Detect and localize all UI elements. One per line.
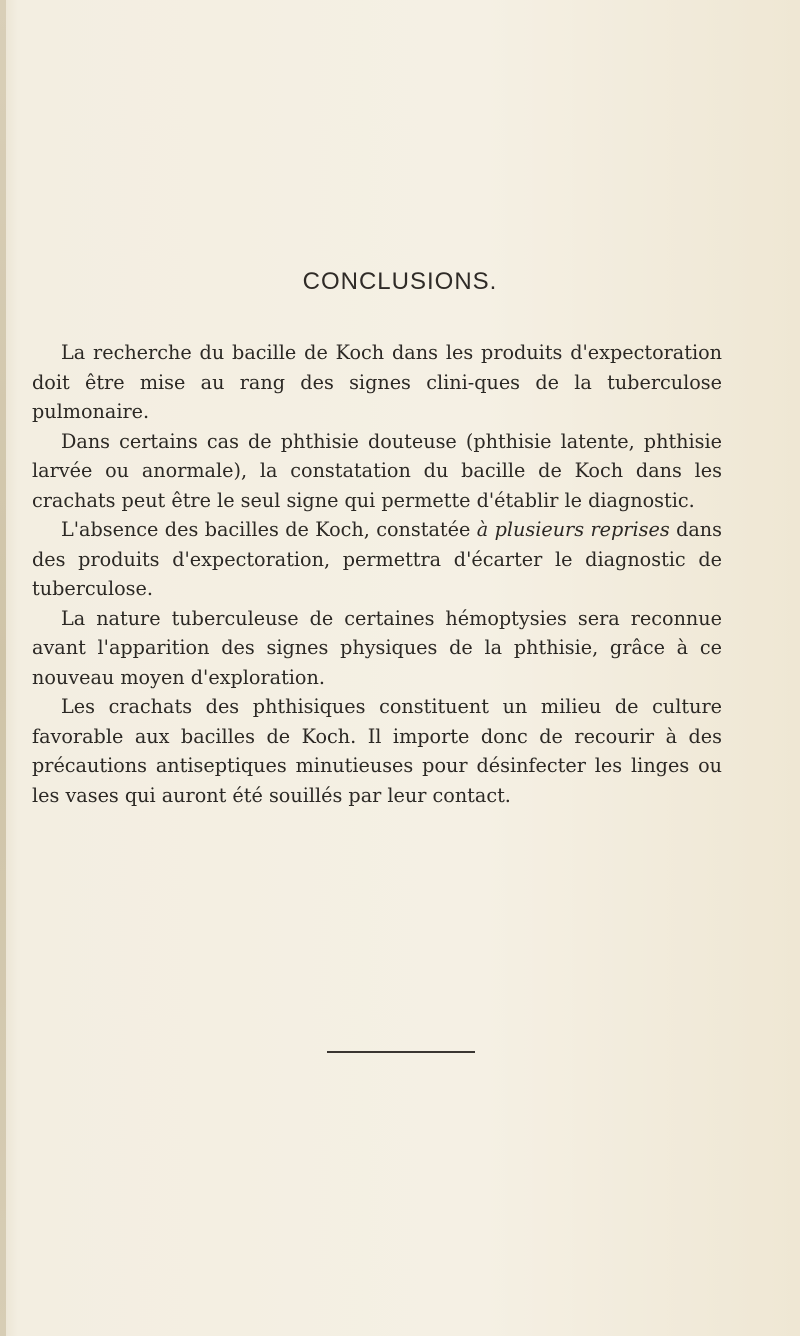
paragraph-3-end: dans des produits d'expectoration, permettra d'écarter le diagnostic de tuberculose. [32, 518, 723, 600]
paragraph-3-start: L'absence des bacilles de Koch, constatée [61, 518, 477, 541]
end-rule [327, 1051, 475, 1053]
page-binding-edge [0, 0, 6, 1336]
page-title: CONCLUSIONS. [302, 268, 498, 295]
paragraph-2: Dans certains cas de phthisie douteuse (phthisie latente, phthisie larvée ou anormale), la constatation du bacille de Koch dans les crachats peut être le seul signe qui permette d'établir le diagnostic. [32, 429, 722, 512]
conclusions-text [32, 338, 722, 810]
paragraph-3-emphasis: à plusieurs reprises [476, 518, 670, 541]
paragraph-4: La nature tuberculeuse de certaines hémoptysies sera reconnue avant l'apparition des signes physiques de la phthisie, grâce à ce nouveau moyen d'exploration. [32, 606, 722, 689]
paragraph-5: Les crachats des phthisiques constituent un milieu de culture favorable aux bacilles de Koch. Il importe donc de recourir à des précautions antiseptiques minutieuses pour désinfecter les linges ou les vases qui auront été souillés par leur contact. [32, 695, 722, 807]
paragraph-1: La recherche du bacille de Koch dans les produits d'expectoration doit être mise au rang des signes clini-ques de la tuberculose pulmonaire. [32, 341, 722, 423]
paragraph-3 [32, 515, 722, 604]
